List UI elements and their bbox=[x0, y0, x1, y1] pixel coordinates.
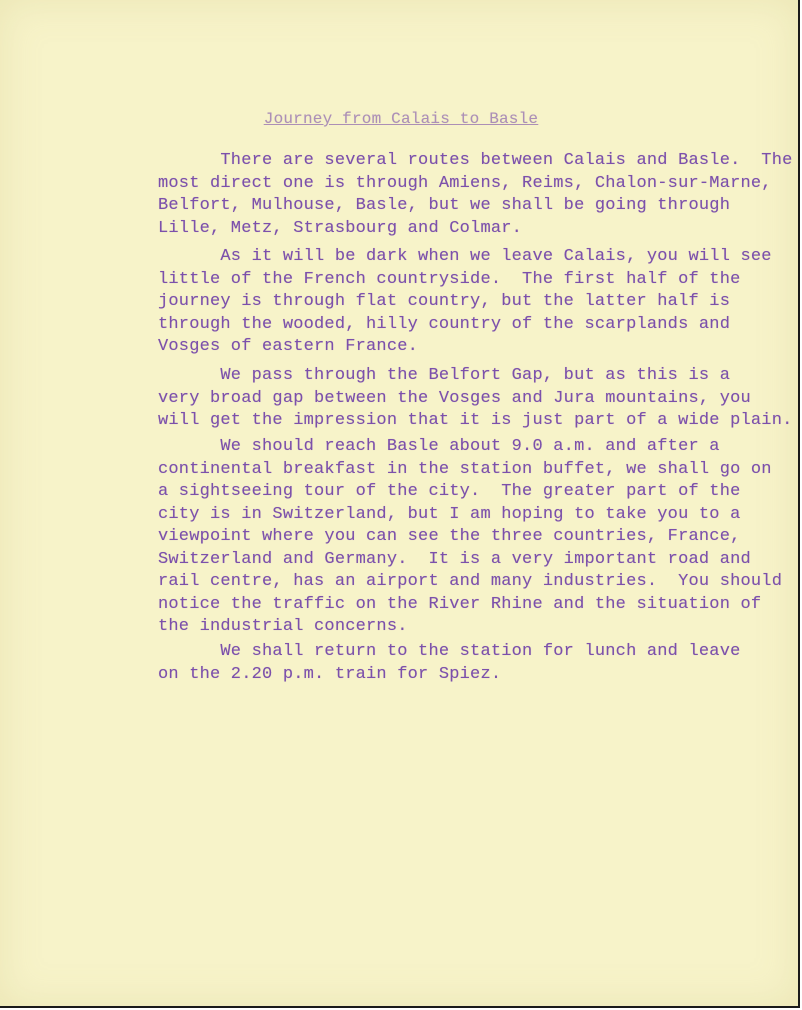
paragraph-basle-tour: We should reach Basle about 9.0 a.m. and after a continental breakfast in the station buffet, we shall go on a sightseeing tour of the city. The greater part of the city is in Switzerland, but I am hoping to take you to a viewpoint where you can see the three countries, France, Switzerland and Germany. It is a very important road and rail centre, has an airport and many industries. You should notice the traffic on the River Rhine and the situation of the industrial concerns. bbox=[158, 437, 783, 636]
page-title: Journey from Calais to Basle bbox=[263, 110, 539, 128]
paragraph-return: We shall return to the station for lunch and leave on the 2.20 p.m. train for Spiez. bbox=[158, 642, 741, 684]
paragraph-belfort-gap: We pass through the Belfort Gap, but as this is a very broad gap between the Vosges and Jura mountains, you will get the impression that it is just part of a wide plain. bbox=[158, 366, 793, 430]
paragraph-countryside: As it will be dark when we leave Calais, you will see little of the French countryside. The first half of the journey is through flat country, but the latter half is through the wooded, hilly country of the scarplands and Vosges of eastern France. bbox=[158, 247, 772, 356]
paragraph-routes: There are several routes between Calais and Basle. The most direct one is through Amiens, Reims, Chalon-sur-Marne, Belfort, Mulhouse, Basle, but we shall be going through Lille, Metz, Strasbourg and Colmar. bbox=[158, 151, 793, 238]
